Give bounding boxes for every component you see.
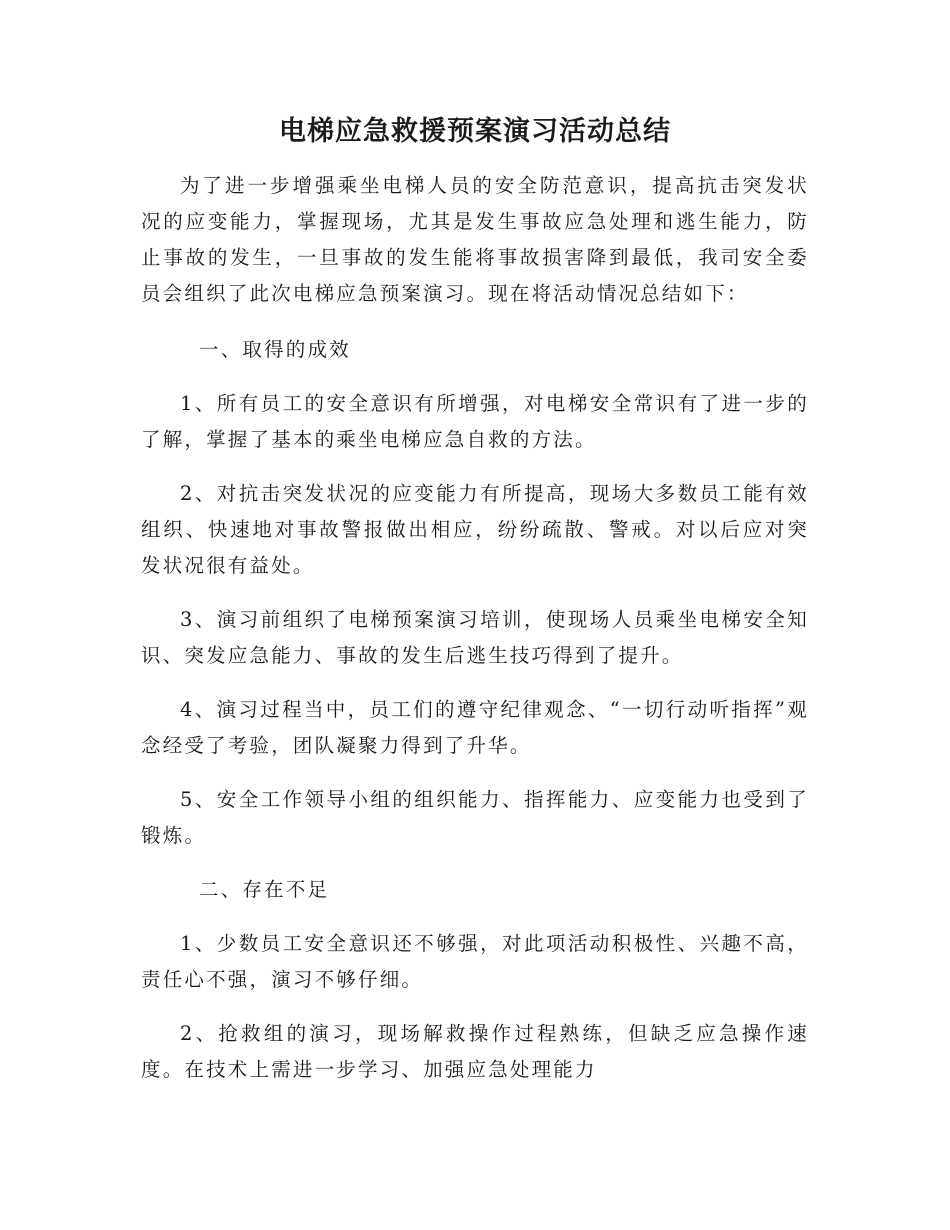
shortcoming-item: 1、少数员工安全意识还不够强，对此项活动积极性、兴趣不高，责任心不强，演习不够仔细。 bbox=[141, 932, 809, 991]
intro-paragraph: 为了进一步增强乘坐电梯人员的安全防范意识，提高抗击突发状况的应变能力，掌握现场，尤其是发生事故应急处理和逃生能力，防止事故的发生，一旦事故的发生能将事故损害降到最低，我司安全委员会组织了此次电梯应急预案演习。现在将活动情况总结如下： bbox=[141, 174, 809, 305]
shortcoming-item: 2、抢救组的演习，现场解救操作过程熟练，但缺乏应急操作速度。在技术上需进一步学习、加强应急处理能力 bbox=[141, 1022, 809, 1081]
document-page bbox=[141, 110, 809, 1106]
document-title: 电梯应急救援预案演习活动总结 bbox=[279, 116, 671, 147]
achievement-item: 4、演习过程当中，员工们的遵守纪律观念、“一切行动听指挥”观念经受了考验，团队凝聚力得到了升华。 bbox=[141, 698, 809, 757]
section-heading-achievements: 一、取得的成效 bbox=[199, 338, 351, 361]
achievement-item: 2、对抗击突发状况的应变能力有所提高，现场大多数员工能有效组织、快速地对事故警报做出相应，纷纷疏散、警戒。对以后应对突发状况很有益处。 bbox=[141, 482, 809, 577]
achievement-item: 3、演习前组织了电梯预案演习培训，使现场人员乘坐电梯安全知识、突发应急能力、事故的发生后逃生技巧得到了提升。 bbox=[141, 608, 809, 667]
section-heading-shortcomings: 二、存在不足 bbox=[199, 878, 330, 901]
achievement-item: 5、安全工作领导小组的组织能力、指挥能力、应变能力也受到了锻炼。 bbox=[141, 788, 809, 847]
achievement-item: 1、所有员工的安全意识有所增强，对电梯安全常识有了进一步的了解，掌握了基本的乘坐电梯应急自救的方法。 bbox=[141, 392, 809, 451]
